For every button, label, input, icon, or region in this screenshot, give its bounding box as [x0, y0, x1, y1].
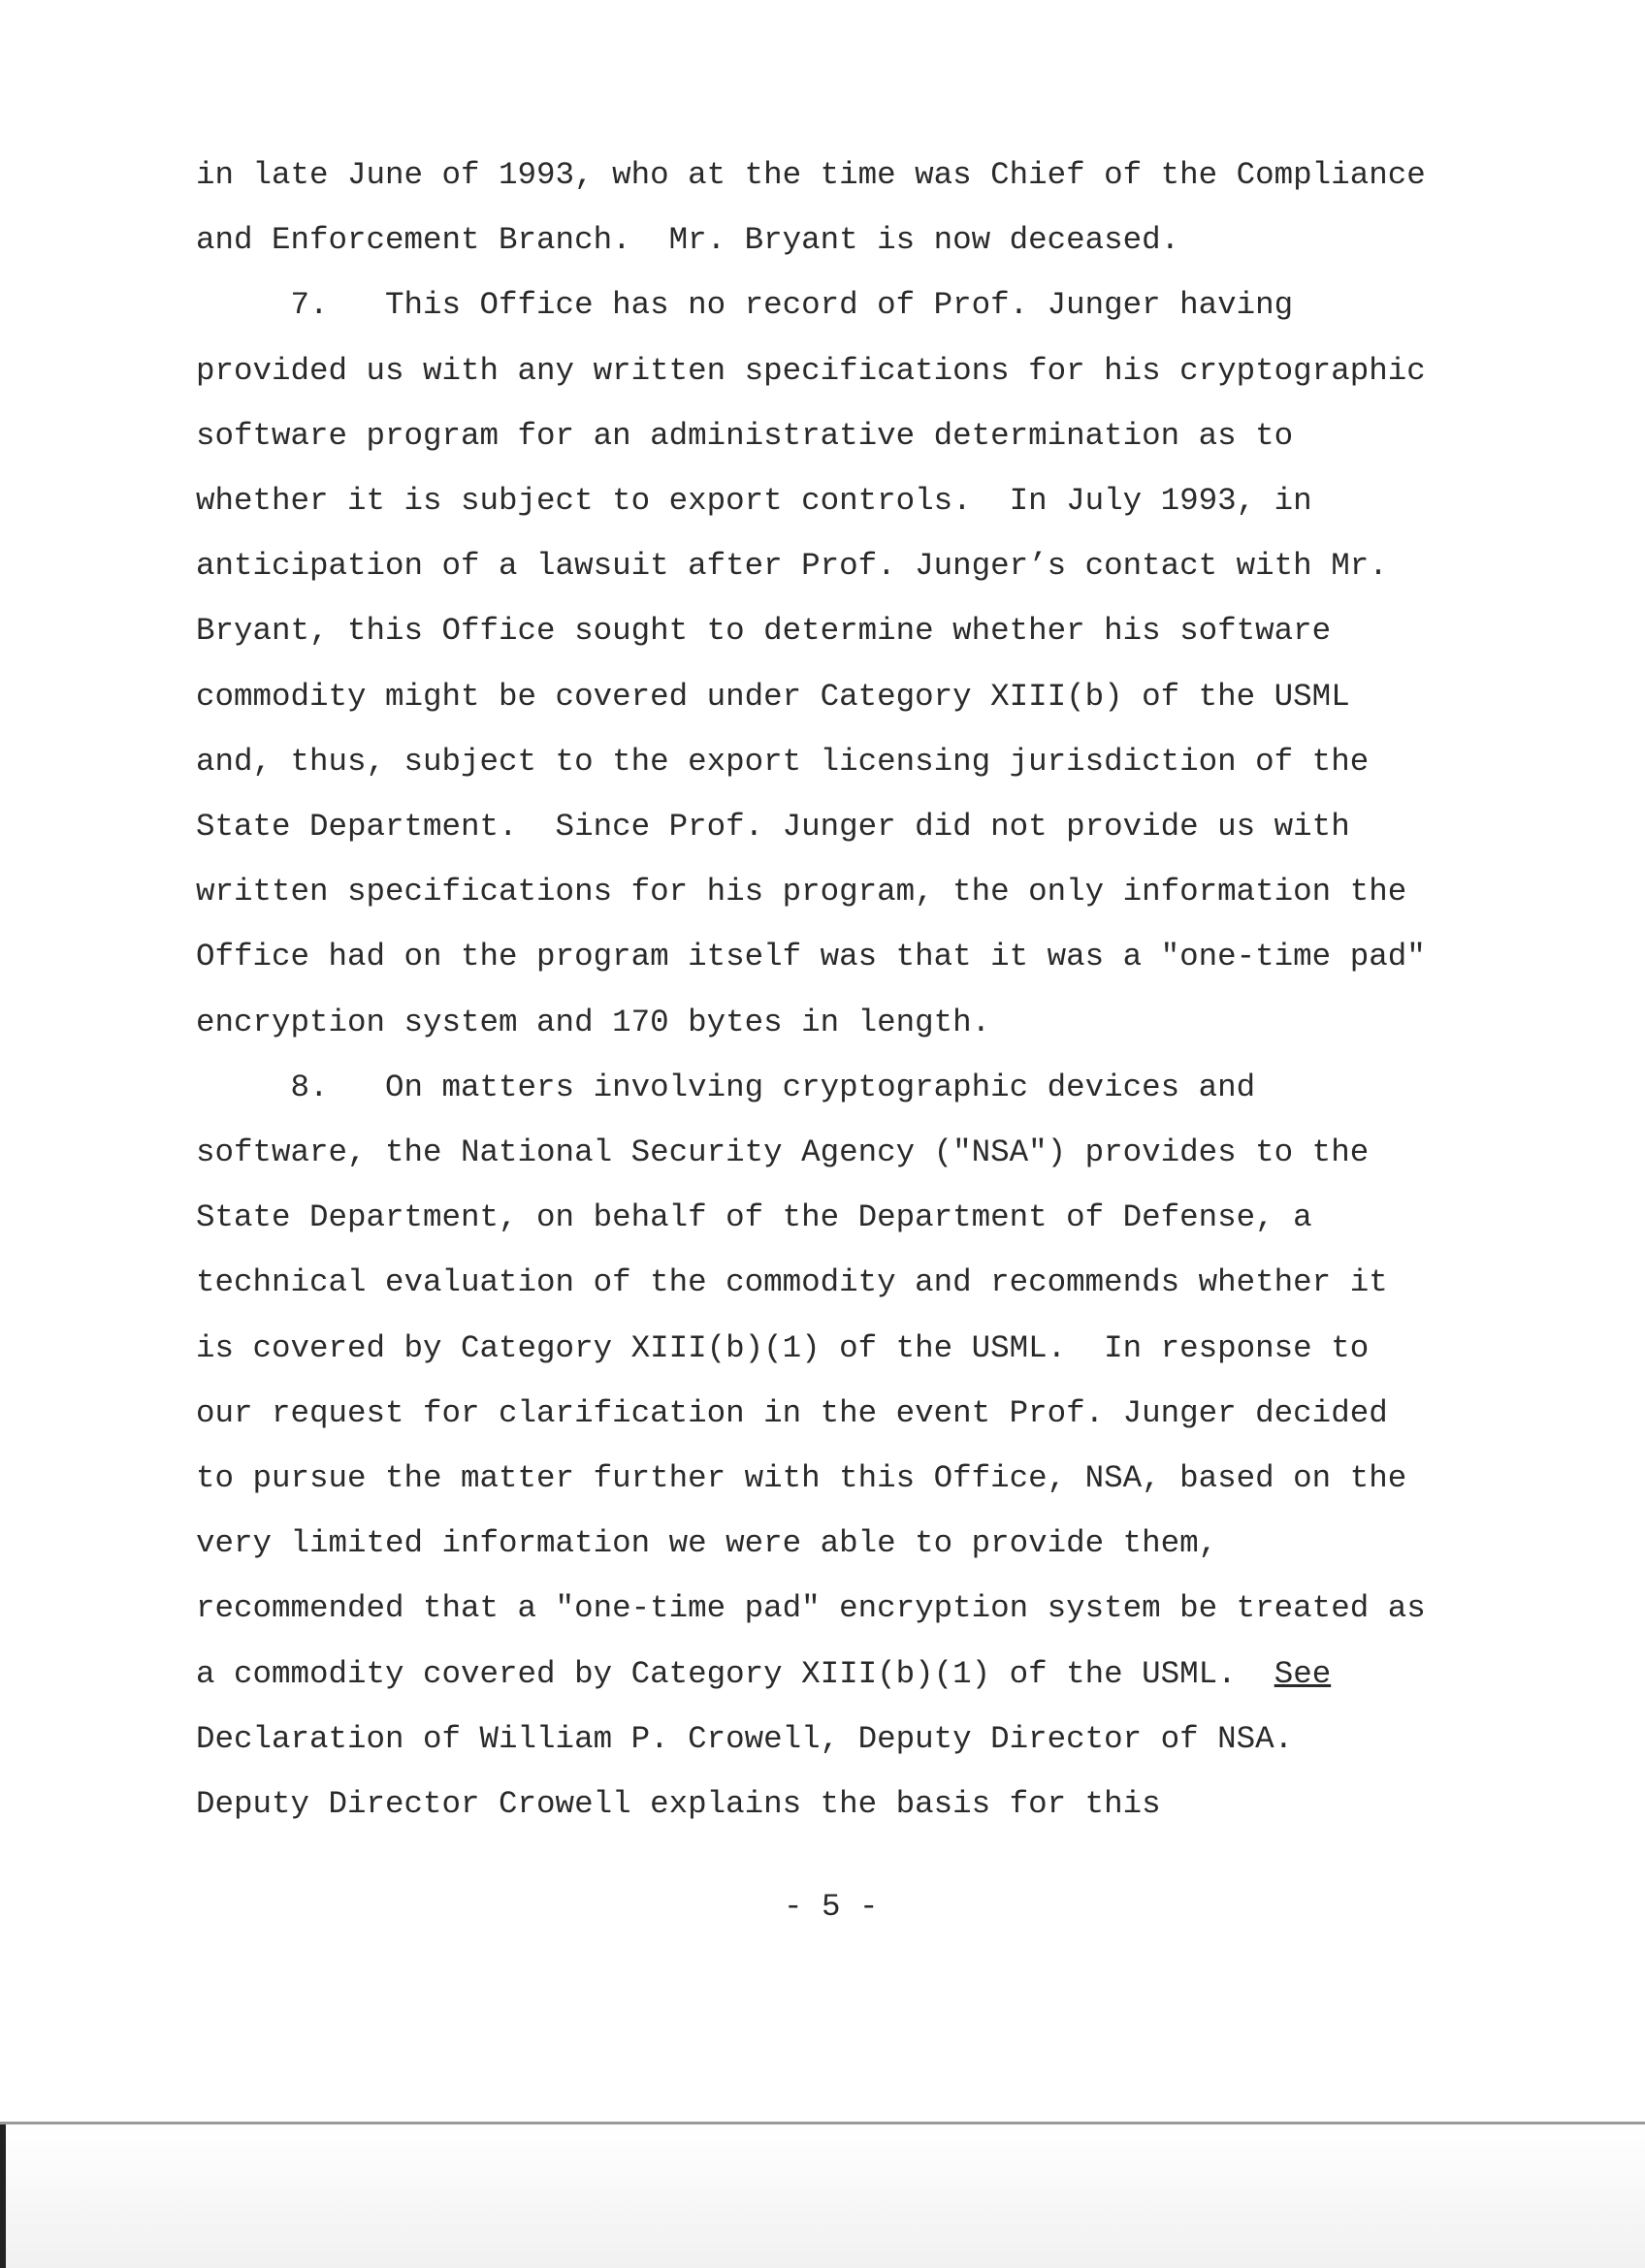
text-line — [196, 1134, 1370, 1170]
text-line — [196, 1004, 991, 1040]
line-text: to pursue the matter further with this Office, NSA, based on the — [196, 1460, 1407, 1496]
text-line — [196, 809, 1350, 845]
scanner-background — [0, 2124, 1645, 2268]
line-text: and Enforcement Branch. Mr. Bryant is now deceased. — [196, 222, 1180, 259]
line-text: our request for clarification in the event Prof. Junger decided — [196, 1394, 1388, 1431]
text-line — [196, 1069, 1256, 1105]
text-line — [196, 548, 1388, 585]
text-line — [196, 874, 1407, 910]
line-text: Office had on the program itself was that it was a "one-time pad" — [196, 939, 1426, 975]
line-text: provided us with any written specifications for his cryptographic — [196, 352, 1426, 389]
scanner-edge-shadow — [0, 2124, 6, 2268]
text-line — [196, 352, 1426, 389]
line-text: State Department, on behalf of the Department of Defense, a — [196, 1199, 1312, 1236]
text-line — [196, 939, 1426, 975]
line-text: software, the National Security Agency ("NSA") provides to the — [196, 1134, 1370, 1170]
text-line — [196, 483, 1312, 519]
line-text: is covered by Category XIII(b)(1) of the USML. In response to — [196, 1329, 1370, 1366]
text-line — [196, 613, 1332, 650]
text-line — [196, 1264, 1388, 1301]
line-text: whether it is subject to export controls. In July 1993, in — [196, 483, 1312, 519]
page-number: - 5 - — [784, 1889, 879, 1925]
text-line — [196, 743, 1370, 780]
text-line — [196, 1199, 1312, 1236]
line-text: very limited information we were able to provide them, — [196, 1525, 1218, 1562]
text-line — [196, 157, 1426, 193]
see-citation: See — [1274, 1655, 1332, 1692]
line-text: Declaration of William P. Crowell, Deputy Director of NSA. — [196, 1720, 1294, 1757]
line-text: State Department. Since Prof. Junger did not provide us with — [196, 809, 1350, 845]
text-line — [196, 1720, 1294, 1757]
text-line — [196, 1786, 1161, 1822]
line-text: and, thus, subject to the export licensing jurisdiction of the — [196, 743, 1370, 780]
text-line — [196, 678, 1350, 715]
line-text: encryption system and 170 bytes in length. — [196, 1004, 991, 1040]
line-text: 7. This Office has no record of Prof. Junger having — [196, 287, 1294, 324]
text-line — [196, 417, 1294, 454]
line-text: in late June of 1993, who at the time was Chief of the Compliance — [196, 157, 1426, 193]
line-text: 8. On matters involving cryptographic devices and — [196, 1069, 1256, 1105]
line-text: anticipation of a lawsuit after Prof. Junger’s contact with Mr. — [196, 548, 1388, 585]
line-text: commodity might be covered under Category XIII(b) of the USML — [196, 678, 1350, 715]
text-line — [196, 1655, 1332, 1692]
text-line — [196, 1394, 1388, 1431]
text-line — [196, 1525, 1218, 1562]
line-text: software program for an administrative determination as to — [196, 417, 1294, 454]
line-text: a commodity covered by Category XIII(b)(1) of the USML. — [196, 1655, 1274, 1692]
line-text: technical evaluation of the commodity and recommends whether it — [196, 1264, 1388, 1301]
text-line — [196, 1590, 1426, 1627]
line-text: Deputy Director Crowell explains the basis for this — [196, 1786, 1161, 1822]
line-text: recommended that a "one-time pad" encryption system be treated as — [196, 1590, 1426, 1627]
line-text: Bryant, this Office sought to determine whether his software — [196, 613, 1332, 650]
line-text: written specifications for his program, the only information the — [196, 874, 1407, 910]
text-line — [196, 287, 1294, 324]
text-line — [196, 1329, 1370, 1366]
text-line — [196, 1460, 1407, 1496]
text-line — [196, 222, 1180, 259]
